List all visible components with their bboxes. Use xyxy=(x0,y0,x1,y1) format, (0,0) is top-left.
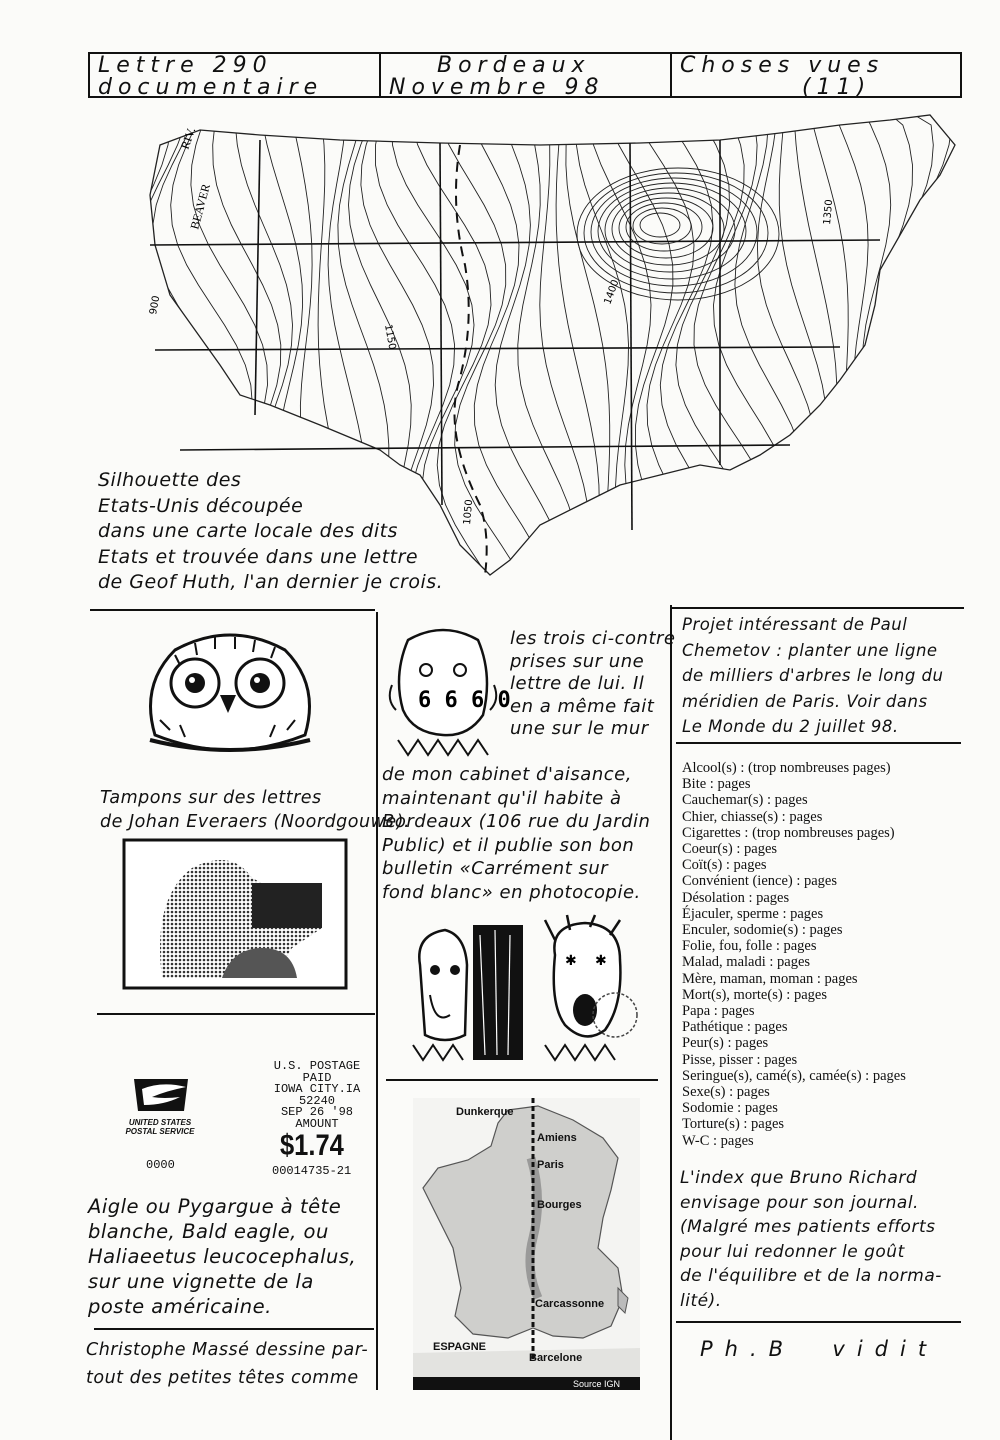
masse-caption xyxy=(86,1336,368,1392)
usps-eagle-logo xyxy=(130,1075,194,1115)
index-entry: Éjaculer, sperme : pages xyxy=(682,905,824,922)
header-issue-number: (11) xyxy=(802,75,872,100)
divider-left-bottom xyxy=(94,1328,374,1330)
masse-text-full xyxy=(382,763,650,904)
owl-stamp-image xyxy=(135,625,325,765)
index-entry: Enculer, sodomie(s) : pages xyxy=(682,922,843,939)
map-caption-line: dans une carte locale des dits xyxy=(98,520,398,542)
index-entry: Cauchemar(s) : pages xyxy=(682,792,808,809)
chemetov-caption xyxy=(682,612,943,740)
masse-text-line: en a même fait xyxy=(510,695,655,717)
postage-meter-number: 00014735-21 xyxy=(272,1164,352,1178)
masse-text-line: les trois ci-contre xyxy=(510,628,676,649)
meter-line: 52240 xyxy=(298,1093,335,1108)
index-caption-line: (Malgré mes patients efforts xyxy=(680,1217,936,1237)
index-entry: Pisse, pisser : pages xyxy=(682,1051,798,1068)
divider-left-mid xyxy=(97,1013,375,1015)
bruno-richard-index-list xyxy=(682,760,906,1149)
divider-right-top xyxy=(672,607,964,609)
index-caption-line: envisage pour son journal. xyxy=(680,1192,919,1213)
postage-meter-block xyxy=(262,1061,372,1130)
meter-line: AMOUNT xyxy=(295,1116,339,1131)
france-label-espagne: ESPAGNE xyxy=(433,1341,486,1353)
map-caption-line: Silhouette des xyxy=(98,469,242,491)
index-entry: Malad, maladi : pages xyxy=(682,954,811,971)
masse-text-line: une sur le mur xyxy=(510,718,649,739)
index-entry: Désolation : pages xyxy=(682,889,790,906)
masse-text-line: bulletin «Carrément sur xyxy=(382,858,609,879)
index-entry: W-C : pages xyxy=(682,1132,754,1149)
postage-serial: 0000 xyxy=(146,1158,175,1172)
index-caption-line: pour lui redonner le goût xyxy=(680,1241,905,1262)
header-choses-vues: Choses vues xyxy=(680,53,885,78)
france-city-barcelone: Barcelone xyxy=(529,1352,583,1364)
johan-caption-line: de Johan Everaers (Noordgouwe). xyxy=(100,812,411,832)
meter-line: PAID xyxy=(302,1070,332,1085)
index-entry: Coït(s) : pages xyxy=(682,857,767,874)
header-documentaire: documentaire xyxy=(98,75,324,100)
france-city-carcassonne: Carcassonne xyxy=(535,1298,605,1310)
index-entry: Folie, fou, folle : pages xyxy=(682,938,817,955)
header-date: Novembre 98 xyxy=(389,75,605,100)
masse-text-line: maintenant qu'il habite à xyxy=(382,787,622,809)
index-entry: Chier, chiasse(s) : pages xyxy=(682,808,823,825)
masse-text-line: lettre de lui. Il xyxy=(510,673,645,694)
index-entry: Seringue(s), camé(s), camée(s) : pages xyxy=(682,1067,906,1084)
masse-caption-line: Christophe Massé dessine par- xyxy=(86,1340,369,1360)
index-caption xyxy=(680,1166,942,1313)
masse-text-line: fond blanc» en photocopie. xyxy=(382,881,641,903)
divider-middle xyxy=(386,1079,658,1081)
header-box-lettre xyxy=(88,52,381,98)
map-label-1350: 1350 xyxy=(822,198,836,226)
divider-left-top xyxy=(90,609,375,611)
johan-caption-line: Tampons sur des lettres xyxy=(100,788,322,808)
signature: Ph.B vidit xyxy=(700,1337,939,1361)
masse-text-line: de mon cabinet d'aisance, xyxy=(382,764,632,785)
eagle-caption xyxy=(88,1194,356,1319)
masse-caption-line: tout des petites têtes comme xyxy=(86,1368,359,1388)
meter-line: U.S. POSTAGE xyxy=(273,1059,361,1073)
eagle-caption-line: Haliaeetus leucocephalus, xyxy=(88,1245,357,1268)
chemetov-caption-line: Le Monde du 2 juillet 98. xyxy=(682,717,899,736)
column-rule-left xyxy=(376,612,378,1390)
eagle-caption-line: poste américaine. xyxy=(88,1295,272,1318)
chemetov-caption-line: méridien de Paris. Voir dans xyxy=(682,691,928,711)
header-city: Bordeaux xyxy=(437,53,591,78)
france-map-source: Source IGN xyxy=(573,1379,621,1389)
chemetov-caption-line: de milliers d'arbres le long du xyxy=(682,666,944,685)
chemetov-caption-line: Projet intéressant de Paul xyxy=(682,615,908,634)
index-entry: Alcool(s) : (trop nombreuses pages) xyxy=(682,760,891,776)
index-caption-line: de l'équilibre et de la norma- xyxy=(680,1266,942,1286)
france-city-bourges: Bourges xyxy=(537,1199,582,1211)
head-stamp-text: 6 6 6 0 xyxy=(418,688,511,713)
masse-text-line: Public) et il publie son bon xyxy=(382,834,635,856)
usps-brand-line1: UNITED STATES xyxy=(128,1118,192,1127)
map-caption-line: Etats-Unis découpée xyxy=(98,494,304,517)
eagle-caption-line: sur une vignette de la xyxy=(88,1270,314,1293)
index-entry: Sodomie : pages xyxy=(682,1100,778,1117)
index-entry: Coeur(s) : pages xyxy=(682,841,778,858)
divider-right-bottom xyxy=(676,1321,961,1323)
postage-amount: $1.74 xyxy=(280,1129,344,1162)
photographer-stamp-image xyxy=(122,838,348,990)
index-caption-line: L'index que Bruno Richard xyxy=(680,1168,918,1188)
index-caption-line: lité). xyxy=(680,1290,722,1311)
france-meridian-map xyxy=(413,1098,640,1390)
masse-text-right xyxy=(510,628,676,741)
chemetov-caption-line: Chemetov : planter une ligne xyxy=(682,640,938,660)
eagle-caption-line: blanche, Bald eagle, ou xyxy=(88,1220,329,1243)
map-caption xyxy=(98,468,443,596)
svg-text:✱: ✱ xyxy=(595,953,607,969)
index-entry: Cigarettes : (trop nombreuses pages) xyxy=(682,824,895,841)
eagle-caption-line: Aigle ou Pygargue à tête xyxy=(88,1195,342,1218)
map-label-beaver: BEAVER xyxy=(187,182,213,231)
index-entry: Mère, maman, moman : pages xyxy=(682,970,858,987)
masse-heads-drawing xyxy=(405,915,645,1065)
france-city-paris: Paris xyxy=(537,1159,564,1171)
france-city-amiens: Amiens xyxy=(537,1132,577,1144)
map-label-1400: 1400 xyxy=(602,278,622,307)
index-entry: Sexe(s) : pages xyxy=(682,1084,770,1101)
map-label-riv: RIV. xyxy=(177,125,199,152)
map-label-1150: 1150 xyxy=(382,323,398,351)
map-label-900: 900 xyxy=(148,294,163,316)
usps-brand-line2: POSTAL SERVICE xyxy=(125,1127,195,1136)
usps-brand-text xyxy=(120,1118,200,1136)
index-entry: Pathétique : pages xyxy=(682,1019,788,1036)
header-box-bordeaux xyxy=(379,52,672,98)
map-caption-line: de Geof Huth, l'an dernier je crois. xyxy=(98,571,444,593)
johan-caption xyxy=(100,786,410,834)
index-entry: Peur(s) : pages xyxy=(682,1035,769,1052)
masse-text-line: prises sur une xyxy=(510,650,645,672)
index-entry: Torture(s) : pages xyxy=(682,1116,785,1133)
divider-right-mid xyxy=(676,742,961,744)
index-entry: Mort(s), morte(s) : pages xyxy=(682,986,827,1003)
header-box-choses xyxy=(670,52,962,98)
masse-head-stamp-drawing xyxy=(388,625,511,760)
map-label-1050: 1050 xyxy=(462,498,476,526)
meter-line: SEP 26 '98 xyxy=(280,1105,353,1119)
masse-text-line: Bordeaux (106 rue du Jardin xyxy=(382,811,651,832)
meter-line: IOWA CITY.IA xyxy=(273,1082,361,1096)
france-city-dunkerque: Dunkerque xyxy=(456,1106,514,1118)
index-entry: Papa : pages xyxy=(682,1003,755,1020)
header-lettre-number: Lettre 290 xyxy=(98,53,273,78)
svg-text:✱: ✱ xyxy=(565,953,577,969)
map-caption-line: Etats et trouvée dans une lettre xyxy=(98,545,419,568)
index-entry: Bite : pages xyxy=(682,776,751,793)
index-entry: Convénient (ience) : pages xyxy=(682,873,838,890)
